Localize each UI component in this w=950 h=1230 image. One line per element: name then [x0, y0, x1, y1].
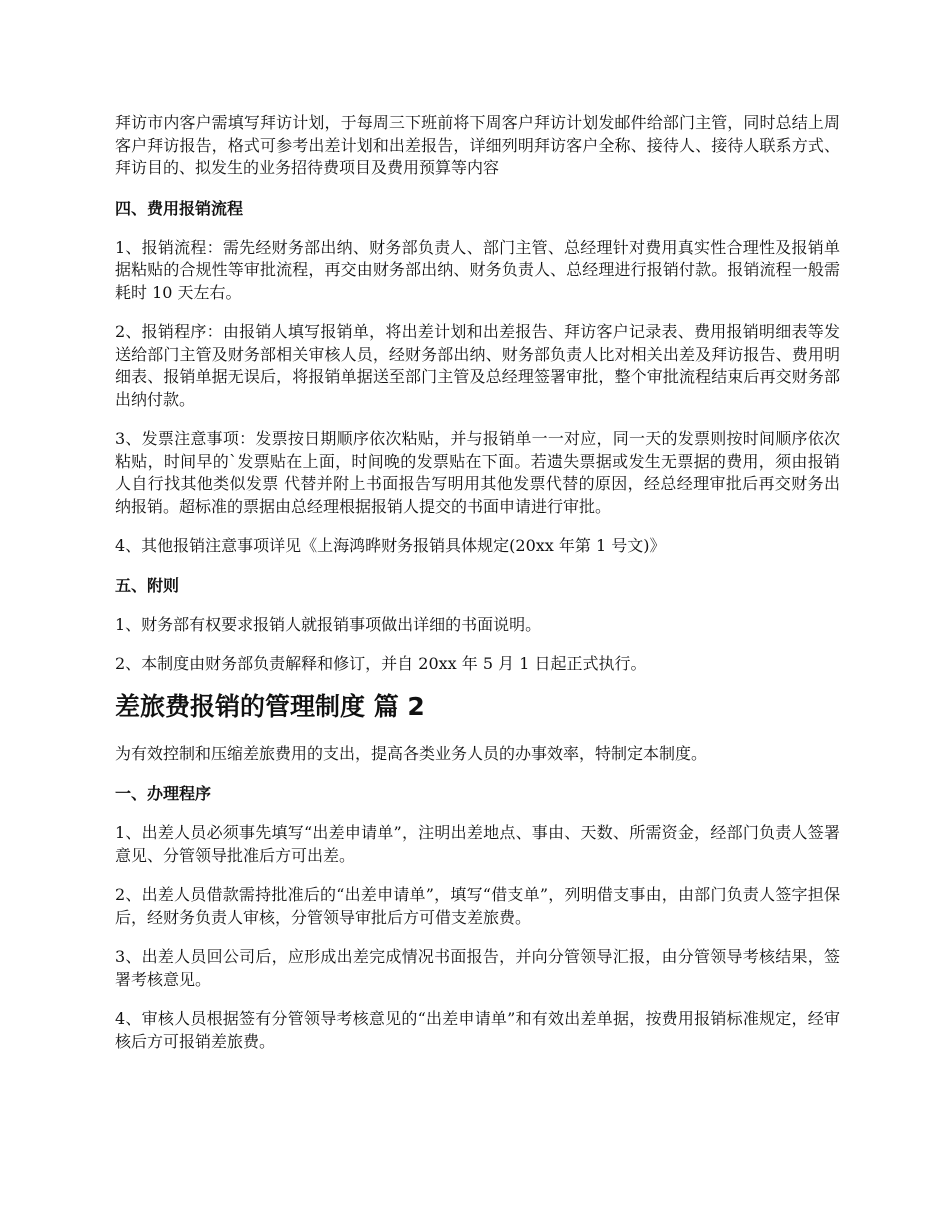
section-heading-reimbursement-process: 四、费用报销流程	[115, 198, 244, 218]
section-heading-appendix: 五、附则	[115, 575, 180, 595]
article-title: 差旅费报销的管理制度 篇 2	[115, 691, 425, 721]
paragraph: 2、出差人员借款需持批准后的“出差申请单”，填写“借支单”，列明借支事由，由部门负责人签字担保后，经财务负责人审核，分管领导审批后方可借支差旅费。	[115, 885, 840, 927]
intro-paragraph: 拜访市内客户需填写拜访计划，于每周三下班前将下周客户拜访计划发邮件给部门主管，同时总结上周客户拜访报告，格式可参考出差计划和出差报告，详细列明拜访客户全称、接待人、接待人联系方式、拜访目的、拟发生的业务招待费项目及费用预算等内容	[115, 113, 840, 177]
paragraph: 4、审核人员根据签有分管领导考核意见的“出差申请单”和有效出差单据，按费用报销标准规定，经审核后方可报销差旅费。	[115, 1009, 840, 1051]
paragraph: 1、报销流程：需先经财务部出纳、财务部负责人、部门主管、总经理针对费用真实性合理性及报销单据粘贴的合规性等审批流程，再交由财务部出纳、财务负责人、总经理进行报销付款。报销流程一般需耗时 10 天左右。	[115, 237, 840, 302]
paragraph: 4、其他报销注意事项详见《上海鸿晔财务报销具体规定(20xx 年第 1 号文)》	[115, 536, 666, 555]
paragraph: 2、本制度由财务部负责解释和修订，并自 20xx 年 5 月 1 日起正式执行。	[115, 654, 647, 673]
paragraph: 3、出差人员回公司后，应形成出差完成情况书面报告，并向分管领导汇报，由分管领导考核结果，签署考核意见。	[115, 947, 840, 989]
document-page	[115, 112, 840, 1053]
paragraph: 1、财务部有权要求报销人就报销事项做出详细的书面说明。	[115, 614, 542, 634]
paragraph: 2、报销程序：由报销人填写报销单，将出差计划和出差报告、拜访客户记录表、费用报销明细表等发送给部门主管及财务部相关审核人员，经财务部出纳、财务部负责人比对相关出差及拜访报告、费用明细表、报销单据无误后，将报销单据送至部门主管及总经理签署审批，整个审批流程结束后再交财务部出纳付款。	[115, 322, 840, 409]
paragraph: 为有效控制和压缩差旅费用的支出，提高各类业务人员的办事效率，特制定本制度。	[115, 743, 708, 763]
paragraph: 3、发票注意事项：发票按日期顺序依次粘贴，并与报销单一一对应，同一天的发票则按时间顺序依次粘贴，时间早的`发票贴在上面，时间晚的发票贴在下面。若遗失票据或发生无票据的费用，须由报销人自行找其他类似发票 代替并附上书面报告写明用其他发票代替的原因，经总经理审批后再交财务出纳报销。超标准的票据由总经理根据报销人提交的书面申请进行审批。	[115, 429, 840, 516]
paragraph: 1、出差人员必须事先填写“出差申请单”，注明出差地点、事由、天数、所需资金，经部门负责人签署意见、分管领导批准后方可出差。	[115, 823, 840, 865]
section-heading-procedure: 一、办理程序	[115, 784, 212, 803]
